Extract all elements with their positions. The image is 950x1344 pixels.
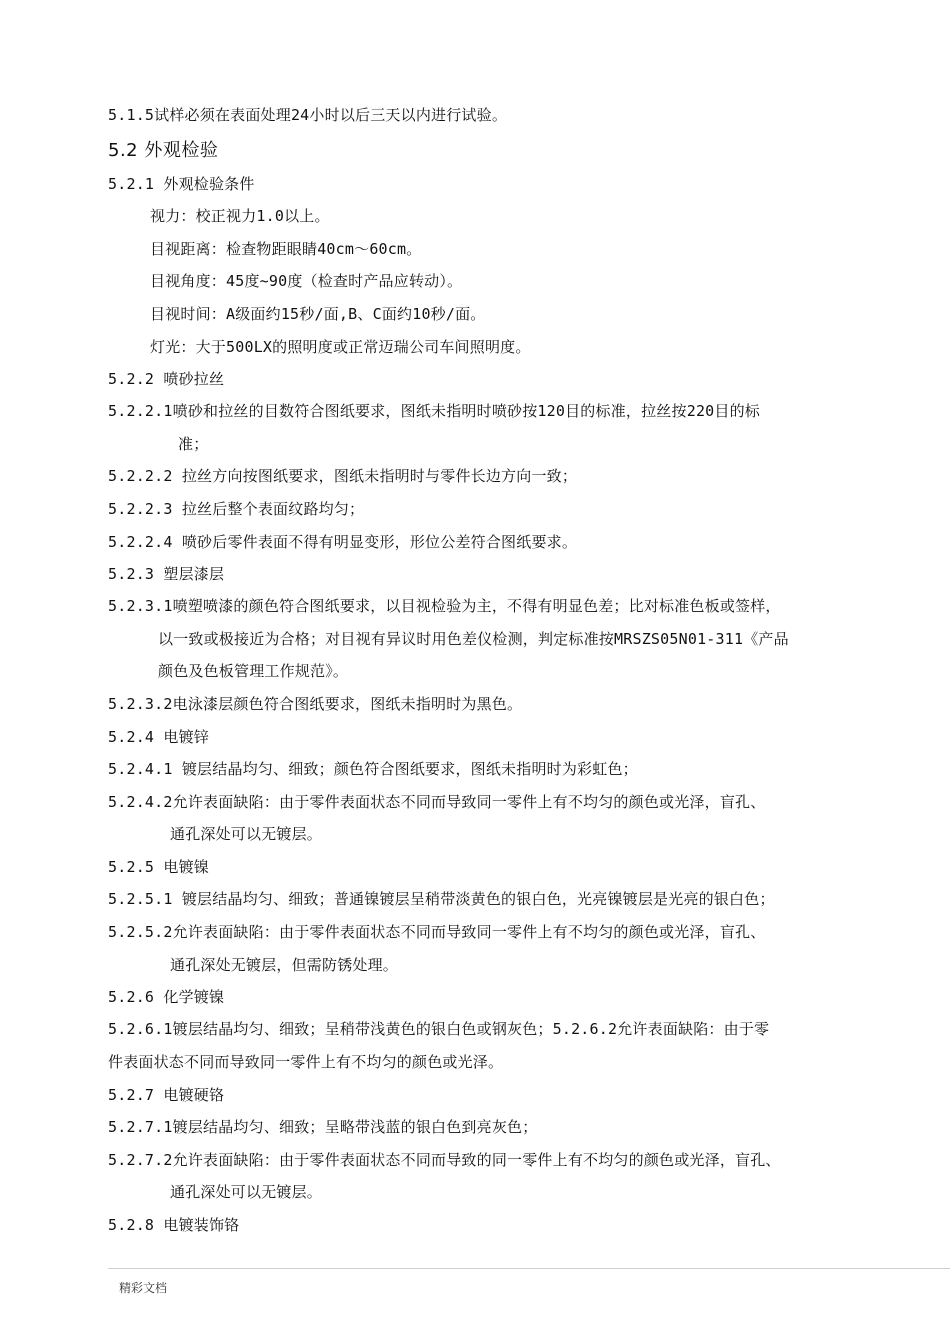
clause-5-2-7-2-cont: 通孔深处可以无镀层。	[170, 1183, 323, 1201]
clause-5-2-5-2-cont: 通孔深处无镀层，但需防锈处理。	[170, 956, 399, 974]
clause-5-1-5: 5.1.5试样必须在表面处理24小时以后三天以内进行试验。	[108, 106, 508, 124]
subsection-heading-5-2-2: 5.2.2 喷砂拉丝	[108, 370, 225, 388]
clause-5-2-2-4: 5.2.2.4 喷砂后零件表面不得有明显变形，形位公差符合图纸要求。	[108, 533, 578, 551]
clause-5-2-7-1: 5.2.7.1镀层结晶均匀、细致；呈略带浅蓝的银白色到亮灰色；	[108, 1118, 538, 1136]
condition-distance: 目视距离：检查物距眼睛40cm～60cm。	[150, 240, 422, 258]
condition-lighting: 灯光：大于500LX的照明度或正常迈瑞公司车间照明度。	[150, 338, 531, 356]
subsection-heading-5-2-1: 5.2.1 外观检验条件	[108, 175, 255, 193]
clause-5-2-5-1: 5.2.5.1 镀层结晶均匀、细致；普通镍镀层呈稍带淡黄色的银白色，光亮镍镀层是光亮的银白色；	[108, 890, 775, 908]
clause-5-2-7-2: 5.2.7.2允许表面缺陷：由于零件表面状态不同而导致的同一零件上有不均匀的颜色或光泽，盲孔、	[108, 1151, 781, 1169]
clause-5-2-3-1-cont-2: 颜色及色板管理工作规范》。	[158, 662, 349, 680]
clause-5-2-2-1-cont: 准；	[178, 435, 209, 453]
clause-5-2-2-1: 5.2.2.1喷砂和拉丝的目数符合图纸要求，图纸未指明时喷砂按120目的标准，拉丝按220目的标	[108, 402, 761, 420]
condition-eyesight: 视力：校正视力1.0以上。	[150, 207, 330, 225]
subsection-heading-5-2-7: 5.2.7 电镀硬铬	[108, 1086, 225, 1104]
footer-divider	[108, 1268, 950, 1269]
clause-5-2-2-3: 5.2.2.3 拉丝后整个表面纹路均匀；	[108, 500, 365, 518]
clause-5-2-5-2: 5.2.5.2允许表面缺陷：由于零件表面状态不同而导致同一零件上有不均匀的颜色或光泽，盲孔、	[108, 923, 766, 941]
clause-5-2-3-1: 5.2.3.1喷塑喷漆的颜色符合图纸要求，以目视检验为主，不得有明显色差；比对标准色板或签样，	[108, 597, 781, 615]
clause-5-2-6-1-cont: 件表面状态不同而导致同一零件上有不均匀的颜色或光泽。	[108, 1053, 504, 1071]
condition-time: 目视时间：A级面约15秒/面,B、C面约10秒/面。	[150, 305, 486, 323]
subsection-heading-5-2-6: 5.2.6 化学镀镍	[108, 988, 225, 1006]
subsection-heading-5-2-4: 5.2.4 电镀锌	[108, 728, 209, 746]
condition-angle: 目视角度：45度~90度（检查时产品应转动）。	[150, 272, 463, 290]
clause-5-2-3-2: 5.2.3.2电泳漆层颜色符合图纸要求，图纸未指明时为黑色。	[108, 695, 523, 713]
clause-5-2-2-2: 5.2.2.2 拉丝方向按图纸要求，图纸未指明时与零件长边方向一致；	[108, 467, 578, 485]
subsection-heading-5-2-3: 5.2.3 塑层漆层	[108, 565, 225, 583]
clause-5-2-4-1: 5.2.4.1 镀层结晶均匀、细致；颜色符合图纸要求，图纸未指明时为彩虹色；	[108, 760, 638, 778]
subsection-heading-5-2-8: 5.2.8 电镀装饰铬	[108, 1216, 240, 1234]
subsection-heading-5-2-5: 5.2.5 电镀镍	[108, 858, 209, 876]
clause-5-2-4-2-cont: 通孔深处可以无镀层。	[170, 825, 323, 843]
footer-text: 精彩文档	[119, 1281, 168, 1295]
clause-5-2-3-1-cont-1: 以一致或极接近为合格；对目视有异议时用色差仪检测，判定标准按MRSZS05N01-311《产品	[158, 630, 789, 648]
clause-5-2-6-1: 5.2.6.1镀层结晶均匀、细致；呈稍带浅黄色的银白色或钢灰色；5.2.6.2允许表面缺陷：由于零	[108, 1020, 770, 1038]
section-heading-5-2: 5.2 外观检验	[108, 140, 219, 161]
clause-5-2-4-2: 5.2.4.2允许表面缺陷：由于零件表面状态不同而导致同一零件上有不均匀的颜色或光泽，盲孔、	[108, 793, 766, 811]
